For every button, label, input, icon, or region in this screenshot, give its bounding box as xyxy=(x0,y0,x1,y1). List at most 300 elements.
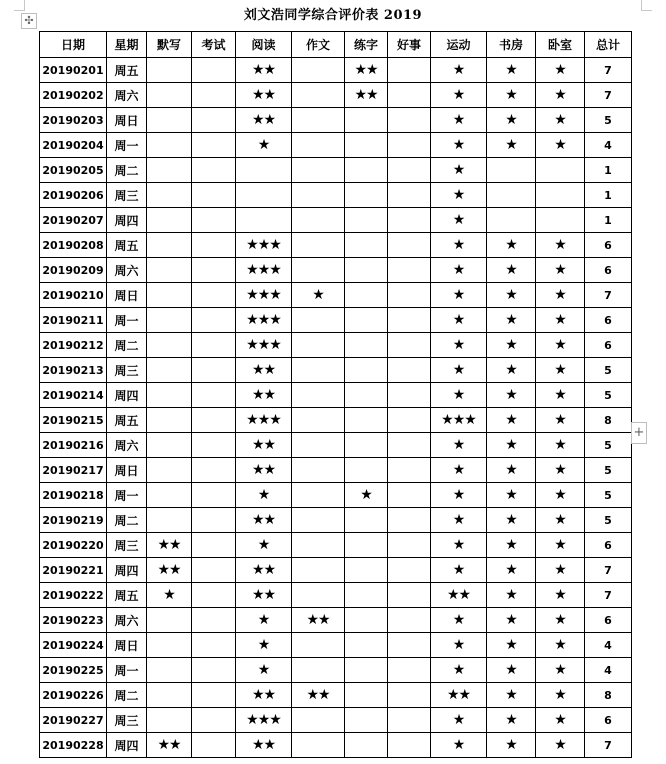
reading-cell[interactable]: ★★ xyxy=(236,383,292,408)
dictation-cell[interactable] xyxy=(147,483,192,508)
good-deed-cell[interactable] xyxy=(388,458,431,483)
exercise-cell[interactable]: ★ xyxy=(431,258,487,283)
essay-cell[interactable] xyxy=(292,258,345,283)
weekday-cell[interactable]: 周三 xyxy=(107,708,147,733)
reading-cell[interactable] xyxy=(236,208,292,233)
calligraphy-cell[interactable] xyxy=(345,108,388,133)
exam-cell[interactable] xyxy=(192,383,236,408)
dictation-cell[interactable] xyxy=(147,683,192,708)
essay-cell[interactable]: ★★ xyxy=(292,608,345,633)
essay-cell[interactable] xyxy=(292,558,345,583)
essay-cell[interactable] xyxy=(292,233,345,258)
reading-cell[interactable]: ★ xyxy=(236,483,292,508)
date-cell[interactable]: 20190210 xyxy=(40,283,107,308)
reading-cell[interactable]: ★★ xyxy=(236,683,292,708)
reading-cell[interactable]: ★★★ xyxy=(236,233,292,258)
date-cell[interactable]: 20190222 xyxy=(40,583,107,608)
essay-cell[interactable] xyxy=(292,583,345,608)
date-cell[interactable]: 20190209 xyxy=(40,258,107,283)
bedroom-cell[interactable]: ★ xyxy=(536,708,585,733)
weekday-cell[interactable]: 周日 xyxy=(107,633,147,658)
bedroom-cell[interactable]: ★ xyxy=(536,133,585,158)
dictation-cell[interactable] xyxy=(147,233,192,258)
good-deed-cell[interactable] xyxy=(388,633,431,658)
weekday-cell[interactable]: 周六 xyxy=(107,433,147,458)
weekday-cell[interactable]: 周五 xyxy=(107,583,147,608)
calligraphy-cell[interactable]: ★★ xyxy=(345,58,388,83)
reading-cell[interactable]: ★★ xyxy=(236,108,292,133)
total-cell[interactable]: 7 xyxy=(585,283,632,308)
weekday-cell[interactable]: 周四 xyxy=(107,208,147,233)
essay-cell[interactable] xyxy=(292,333,345,358)
exam-cell[interactable] xyxy=(192,158,236,183)
study-room-cell[interactable]: ★ xyxy=(487,533,536,558)
total-cell[interactable]: 8 xyxy=(585,408,632,433)
weekday-cell[interactable]: 周六 xyxy=(107,83,147,108)
study-room-cell[interactable]: ★ xyxy=(487,708,536,733)
dictation-cell[interactable] xyxy=(147,208,192,233)
study-room-cell[interactable]: ★ xyxy=(487,308,536,333)
weekday-cell[interactable]: 周一 xyxy=(107,658,147,683)
date-cell[interactable]: 20190212 xyxy=(40,333,107,358)
essay-cell[interactable] xyxy=(292,633,345,658)
weekday-cell[interactable]: 周六 xyxy=(107,258,147,283)
date-cell[interactable]: 20190228 xyxy=(40,733,107,758)
dictation-cell[interactable] xyxy=(147,83,192,108)
bedroom-cell[interactable]: ★ xyxy=(536,483,585,508)
total-cell[interactable]: 1 xyxy=(585,208,632,233)
calligraphy-cell[interactable] xyxy=(345,558,388,583)
exercise-cell[interactable]: ★ xyxy=(431,108,487,133)
calligraphy-cell[interactable] xyxy=(345,233,388,258)
study-room-cell[interactable]: ★ xyxy=(487,83,536,108)
bedroom-cell[interactable]: ★ xyxy=(536,308,585,333)
date-cell[interactable]: 20190206 xyxy=(40,183,107,208)
good-deed-cell[interactable] xyxy=(388,383,431,408)
good-deed-cell[interactable] xyxy=(388,108,431,133)
bedroom-cell[interactable]: ★ xyxy=(536,233,585,258)
exam-cell[interactable] xyxy=(192,358,236,383)
dictation-cell[interactable] xyxy=(147,333,192,358)
essay-cell[interactable] xyxy=(292,458,345,483)
study-room-cell[interactable]: ★ xyxy=(487,283,536,308)
good-deed-cell[interactable] xyxy=(388,558,431,583)
essay-cell[interactable] xyxy=(292,383,345,408)
date-cell[interactable]: 20190227 xyxy=(40,708,107,733)
total-cell[interactable]: 5 xyxy=(585,108,632,133)
essay-cell[interactable] xyxy=(292,158,345,183)
reading-cell[interactable]: ★ xyxy=(236,633,292,658)
exercise-cell[interactable]: ★ xyxy=(431,308,487,333)
calligraphy-cell[interactable] xyxy=(345,283,388,308)
study-room-cell[interactable] xyxy=(487,208,536,233)
reading-cell[interactable] xyxy=(236,183,292,208)
essay-cell[interactable] xyxy=(292,708,345,733)
total-cell[interactable]: 6 xyxy=(585,708,632,733)
good-deed-cell[interactable] xyxy=(388,333,431,358)
reading-cell[interactable]: ★★ xyxy=(236,58,292,83)
reading-cell[interactable]: ★ xyxy=(236,608,292,633)
study-room-cell[interactable]: ★ xyxy=(487,508,536,533)
dictation-cell[interactable] xyxy=(147,608,192,633)
weekday-cell[interactable]: 周日 xyxy=(107,283,147,308)
total-cell[interactable]: 5 xyxy=(585,508,632,533)
good-deed-cell[interactable] xyxy=(388,583,431,608)
weekday-cell[interactable]: 周三 xyxy=(107,358,147,383)
study-room-cell[interactable]: ★ xyxy=(487,233,536,258)
total-cell[interactable]: 7 xyxy=(585,58,632,83)
bedroom-cell[interactable]: ★ xyxy=(536,258,585,283)
study-room-cell[interactable]: ★ xyxy=(487,333,536,358)
exercise-cell[interactable]: ★ xyxy=(431,358,487,383)
total-cell[interactable]: 7 xyxy=(585,583,632,608)
study-room-cell[interactable]: ★ xyxy=(487,583,536,608)
essay-cell[interactable] xyxy=(292,533,345,558)
essay-cell[interactable] xyxy=(292,483,345,508)
dictation-cell[interactable] xyxy=(147,308,192,333)
dictation-cell[interactable] xyxy=(147,283,192,308)
study-room-cell[interactable]: ★ xyxy=(487,408,536,433)
reading-cell[interactable]: ★ xyxy=(236,133,292,158)
total-cell[interactable]: 7 xyxy=(585,558,632,583)
reading-cell[interactable]: ★★★ xyxy=(236,258,292,283)
weekday-cell[interactable]: 周四 xyxy=(107,558,147,583)
exam-cell[interactable] xyxy=(192,608,236,633)
dictation-cell[interactable] xyxy=(147,633,192,658)
exam-cell[interactable] xyxy=(192,308,236,333)
reading-cell[interactable]: ★★★ xyxy=(236,408,292,433)
exam-cell[interactable] xyxy=(192,583,236,608)
dictation-cell[interactable] xyxy=(147,508,192,533)
exam-cell[interactable] xyxy=(192,208,236,233)
exercise-cell[interactable]: ★ xyxy=(431,733,487,758)
essay-cell[interactable] xyxy=(292,508,345,533)
bedroom-cell[interactable]: ★ xyxy=(536,358,585,383)
total-cell[interactable]: 5 xyxy=(585,383,632,408)
study-room-cell[interactable]: ★ xyxy=(487,683,536,708)
date-cell[interactable]: 20190216 xyxy=(40,433,107,458)
total-cell[interactable]: 1 xyxy=(585,158,632,183)
date-cell[interactable]: 20190226 xyxy=(40,683,107,708)
total-cell[interactable]: 5 xyxy=(585,433,632,458)
total-cell[interactable]: 6 xyxy=(585,533,632,558)
exercise-cell[interactable]: ★ xyxy=(431,158,487,183)
reading-cell[interactable]: ★★★ xyxy=(236,333,292,358)
calligraphy-cell[interactable] xyxy=(345,683,388,708)
reading-cell[interactable]: ★★★ xyxy=(236,308,292,333)
calligraphy-cell[interactable] xyxy=(345,733,388,758)
exam-cell[interactable] xyxy=(192,283,236,308)
exam-cell[interactable] xyxy=(192,633,236,658)
calligraphy-cell[interactable] xyxy=(345,458,388,483)
reading-cell[interactable]: ★ xyxy=(236,533,292,558)
bedroom-cell[interactable]: ★ xyxy=(536,408,585,433)
exercise-cell[interactable]: ★ xyxy=(431,58,487,83)
total-cell[interactable]: 4 xyxy=(585,133,632,158)
exam-cell[interactable] xyxy=(192,233,236,258)
calligraphy-cell[interactable] xyxy=(345,358,388,383)
exam-cell[interactable] xyxy=(192,258,236,283)
reading-cell[interactable]: ★ xyxy=(236,658,292,683)
essay-cell[interactable]: ★★ xyxy=(292,683,345,708)
dictation-cell[interactable]: ★ xyxy=(147,583,192,608)
exam-cell[interactable] xyxy=(192,533,236,558)
reading-cell[interactable] xyxy=(236,158,292,183)
study-room-cell[interactable]: ★ xyxy=(487,258,536,283)
exercise-cell[interactable]: ★ xyxy=(431,283,487,308)
dictation-cell[interactable] xyxy=(147,433,192,458)
weekday-cell[interactable]: 周日 xyxy=(107,108,147,133)
date-cell[interactable]: 20190220 xyxy=(40,533,107,558)
exercise-cell[interactable]: ★ xyxy=(431,458,487,483)
essay-cell[interactable] xyxy=(292,308,345,333)
date-cell[interactable]: 20190214 xyxy=(40,383,107,408)
dictation-cell[interactable]: ★★ xyxy=(147,533,192,558)
exercise-cell[interactable]: ★ xyxy=(431,383,487,408)
exam-cell[interactable] xyxy=(192,58,236,83)
bedroom-cell[interactable]: ★ xyxy=(536,558,585,583)
essay-cell[interactable] xyxy=(292,133,345,158)
date-cell[interactable]: 20190211 xyxy=(40,308,107,333)
good-deed-cell[interactable] xyxy=(388,658,431,683)
exercise-cell[interactable]: ★ xyxy=(431,708,487,733)
study-room-cell[interactable]: ★ xyxy=(487,658,536,683)
total-cell[interactable]: 6 xyxy=(585,233,632,258)
date-cell[interactable]: 20190223 xyxy=(40,608,107,633)
exercise-cell[interactable]: ★ xyxy=(431,633,487,658)
calligraphy-cell[interactable]: ★ xyxy=(345,483,388,508)
essay-cell[interactable] xyxy=(292,408,345,433)
weekday-cell[interactable]: 周五 xyxy=(107,233,147,258)
study-room-cell[interactable]: ★ xyxy=(487,108,536,133)
exam-cell[interactable] xyxy=(192,83,236,108)
calligraphy-cell[interactable] xyxy=(345,408,388,433)
good-deed-cell[interactable] xyxy=(388,183,431,208)
exam-cell[interactable] xyxy=(192,433,236,458)
calligraphy-cell[interactable]: ★★ xyxy=(345,83,388,108)
reading-cell[interactable]: ★★ xyxy=(236,458,292,483)
exam-cell[interactable] xyxy=(192,333,236,358)
exercise-cell[interactable]: ★ xyxy=(431,483,487,508)
date-cell[interactable]: 20190203 xyxy=(40,108,107,133)
good-deed-cell[interactable] xyxy=(388,508,431,533)
good-deed-cell[interactable] xyxy=(388,683,431,708)
exercise-cell[interactable]: ★ xyxy=(431,558,487,583)
exercise-cell[interactable]: ★ xyxy=(431,183,487,208)
good-deed-cell[interactable] xyxy=(388,308,431,333)
calligraphy-cell[interactable] xyxy=(345,133,388,158)
dictation-cell[interactable] xyxy=(147,158,192,183)
reading-cell[interactable]: ★★★ xyxy=(236,283,292,308)
good-deed-cell[interactable] xyxy=(388,208,431,233)
calligraphy-cell[interactable] xyxy=(345,608,388,633)
bedroom-cell[interactable] xyxy=(536,208,585,233)
exam-cell[interactable] xyxy=(192,683,236,708)
date-cell[interactable]: 20190221 xyxy=(40,558,107,583)
weekday-cell[interactable]: 周一 xyxy=(107,308,147,333)
exam-cell[interactable] xyxy=(192,508,236,533)
date-cell[interactable]: 20190205 xyxy=(40,158,107,183)
exercise-cell[interactable]: ★ xyxy=(431,333,487,358)
weekday-cell[interactable]: 周二 xyxy=(107,158,147,183)
good-deed-cell[interactable] xyxy=(388,83,431,108)
total-cell[interactable]: 8 xyxy=(585,683,632,708)
exercise-cell[interactable]: ★ xyxy=(431,233,487,258)
bedroom-cell[interactable] xyxy=(536,183,585,208)
bedroom-cell[interactable]: ★ xyxy=(536,333,585,358)
study-room-cell[interactable]: ★ xyxy=(487,483,536,508)
calligraphy-cell[interactable] xyxy=(345,658,388,683)
dictation-cell[interactable] xyxy=(147,658,192,683)
study-room-cell[interactable]: ★ xyxy=(487,133,536,158)
essay-cell[interactable] xyxy=(292,108,345,133)
total-cell[interactable]: 6 xyxy=(585,258,632,283)
bedroom-cell[interactable]: ★ xyxy=(536,733,585,758)
bedroom-cell[interactable]: ★ xyxy=(536,433,585,458)
calligraphy-cell[interactable] xyxy=(345,333,388,358)
study-room-cell[interactable]: ★ xyxy=(487,358,536,383)
essay-cell[interactable] xyxy=(292,358,345,383)
good-deed-cell[interactable] xyxy=(388,258,431,283)
essay-cell[interactable]: ★ xyxy=(292,283,345,308)
dictation-cell[interactable] xyxy=(147,258,192,283)
bedroom-cell[interactable]: ★ xyxy=(536,583,585,608)
weekday-cell[interactable]: 周一 xyxy=(107,483,147,508)
essay-cell[interactable] xyxy=(292,733,345,758)
exam-cell[interactable] xyxy=(192,408,236,433)
reading-cell[interactable]: ★★ xyxy=(236,508,292,533)
calligraphy-cell[interactable] xyxy=(345,183,388,208)
bedroom-cell[interactable]: ★ xyxy=(536,508,585,533)
weekday-cell[interactable]: 周二 xyxy=(107,683,147,708)
date-cell[interactable]: 20190225 xyxy=(40,658,107,683)
exam-cell[interactable] xyxy=(192,483,236,508)
reading-cell[interactable]: ★★ xyxy=(236,358,292,383)
total-cell[interactable]: 5 xyxy=(585,458,632,483)
good-deed-cell[interactable] xyxy=(388,358,431,383)
weekday-cell[interactable]: 周六 xyxy=(107,608,147,633)
total-cell[interactable]: 6 xyxy=(585,308,632,333)
study-room-cell[interactable]: ★ xyxy=(487,633,536,658)
date-cell[interactable]: 20190219 xyxy=(40,508,107,533)
reading-cell[interactable]: ★★ xyxy=(236,558,292,583)
dictation-cell[interactable] xyxy=(147,408,192,433)
table-move-handle-icon[interactable]: ✣ xyxy=(21,13,37,29)
weekday-cell[interactable]: 周三 xyxy=(107,183,147,208)
exercise-cell[interactable]: ★ xyxy=(431,508,487,533)
date-cell[interactable]: 20190202 xyxy=(40,83,107,108)
good-deed-cell[interactable] xyxy=(388,233,431,258)
dictation-cell[interactable] xyxy=(147,708,192,733)
total-cell[interactable]: 6 xyxy=(585,608,632,633)
bedroom-cell[interactable]: ★ xyxy=(536,283,585,308)
weekday-cell[interactable]: 周四 xyxy=(107,733,147,758)
exercise-cell[interactable]: ★ xyxy=(431,83,487,108)
good-deed-cell[interactable] xyxy=(388,133,431,158)
exercise-cell[interactable]: ★ xyxy=(431,208,487,233)
calligraphy-cell[interactable] xyxy=(345,308,388,333)
study-room-cell[interactable]: ★ xyxy=(487,458,536,483)
total-cell[interactable]: 4 xyxy=(585,658,632,683)
bedroom-cell[interactable]: ★ xyxy=(536,58,585,83)
study-room-cell[interactable] xyxy=(487,183,536,208)
exam-cell[interactable] xyxy=(192,558,236,583)
exam-cell[interactable] xyxy=(192,708,236,733)
weekday-cell[interactable]: 周三 xyxy=(107,533,147,558)
date-cell[interactable]: 20190208 xyxy=(40,233,107,258)
bedroom-cell[interactable]: ★ xyxy=(536,83,585,108)
total-cell[interactable]: 5 xyxy=(585,483,632,508)
weekday-cell[interactable]: 周一 xyxy=(107,133,147,158)
essay-cell[interactable] xyxy=(292,58,345,83)
bedroom-cell[interactable]: ★ xyxy=(536,683,585,708)
exam-cell[interactable] xyxy=(192,108,236,133)
dictation-cell[interactable]: ★★ xyxy=(147,733,192,758)
essay-cell[interactable] xyxy=(292,433,345,458)
calligraphy-cell[interactable] xyxy=(345,583,388,608)
bedroom-cell[interactable]: ★ xyxy=(536,458,585,483)
good-deed-cell[interactable] xyxy=(388,533,431,558)
reading-cell[interactable]: ★★★ xyxy=(236,708,292,733)
bedroom-cell[interactable]: ★ xyxy=(536,658,585,683)
calligraphy-cell[interactable] xyxy=(345,383,388,408)
essay-cell[interactable] xyxy=(292,83,345,108)
study-room-cell[interactable] xyxy=(487,158,536,183)
exercise-cell[interactable]: ★ xyxy=(431,608,487,633)
reading-cell[interactable]: ★★ xyxy=(236,433,292,458)
date-cell[interactable]: 20190215 xyxy=(40,408,107,433)
date-cell[interactable]: 20190218 xyxy=(40,483,107,508)
weekday-cell[interactable]: 周二 xyxy=(107,333,147,358)
total-cell[interactable]: 6 xyxy=(585,333,632,358)
weekday-cell[interactable]: 周五 xyxy=(107,58,147,83)
study-room-cell[interactable]: ★ xyxy=(487,433,536,458)
exam-cell[interactable] xyxy=(192,733,236,758)
dictation-cell[interactable]: ★★ xyxy=(147,558,192,583)
add-row-button[interactable]: + xyxy=(631,422,647,444)
bedroom-cell[interactable] xyxy=(536,158,585,183)
dictation-cell[interactable] xyxy=(147,458,192,483)
dictation-cell[interactable] xyxy=(147,133,192,158)
calligraphy-cell[interactable] xyxy=(345,508,388,533)
reading-cell[interactable]: ★★ xyxy=(236,733,292,758)
exercise-cell[interactable]: ★★ xyxy=(431,583,487,608)
good-deed-cell[interactable] xyxy=(388,483,431,508)
good-deed-cell[interactable] xyxy=(388,708,431,733)
good-deed-cell[interactable] xyxy=(388,608,431,633)
calligraphy-cell[interactable] xyxy=(345,708,388,733)
date-cell[interactable]: 20190213 xyxy=(40,358,107,383)
exercise-cell[interactable]: ★ xyxy=(431,658,487,683)
total-cell[interactable]: 7 xyxy=(585,83,632,108)
dictation-cell[interactable] xyxy=(147,358,192,383)
dictation-cell[interactable] xyxy=(147,58,192,83)
date-cell[interactable]: 20190217 xyxy=(40,458,107,483)
bedroom-cell[interactable]: ★ xyxy=(536,533,585,558)
essay-cell[interactable] xyxy=(292,658,345,683)
exercise-cell[interactable]: ★ xyxy=(431,433,487,458)
dictation-cell[interactable] xyxy=(147,183,192,208)
good-deed-cell[interactable] xyxy=(388,158,431,183)
exercise-cell[interactable]: ★★★ xyxy=(431,408,487,433)
dictation-cell[interactable] xyxy=(147,108,192,133)
calligraphy-cell[interactable] xyxy=(345,208,388,233)
weekday-cell[interactable]: 周二 xyxy=(107,508,147,533)
exercise-cell[interactable]: ★★ xyxy=(431,683,487,708)
exam-cell[interactable] xyxy=(192,658,236,683)
good-deed-cell[interactable] xyxy=(388,58,431,83)
reading-cell[interactable]: ★★ xyxy=(236,583,292,608)
